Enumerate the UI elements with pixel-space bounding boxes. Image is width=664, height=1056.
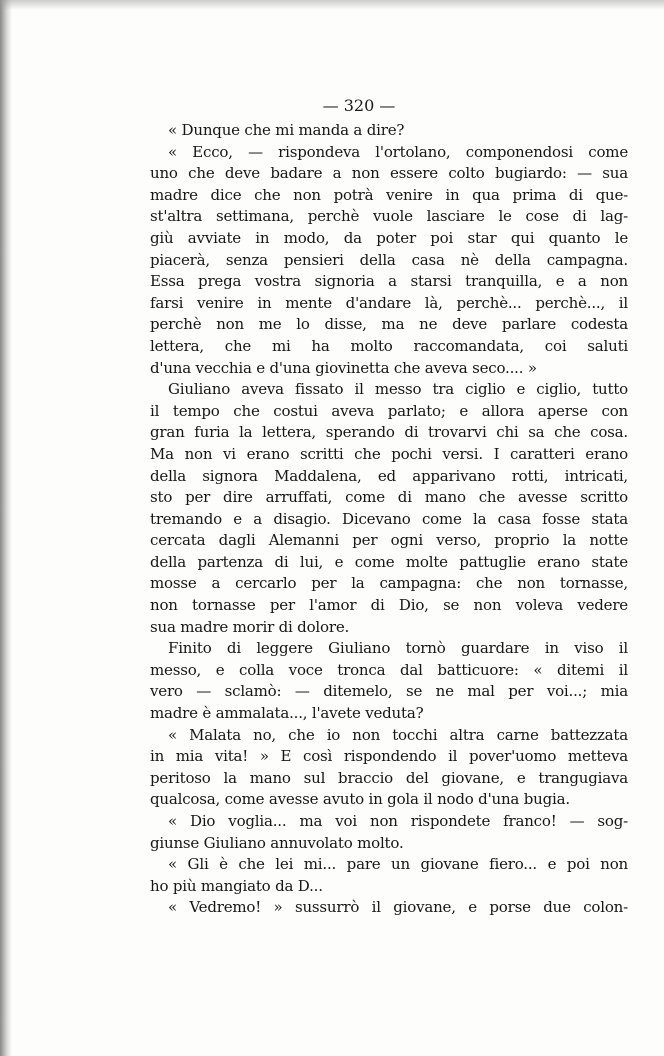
text-line: d'una vecchia e d'una giovinetta che aveva seco.... » <box>150 358 537 377</box>
text-line: giunse Giuliano annuvolato molto. <box>150 833 404 852</box>
text-line: della partenza di lui, e come molte pattuglie erano state <box>150 552 628 571</box>
text-line: madre è ammalata..., l'avete veduta? <box>150 704 424 723</box>
text-line: « Ecco, — rispondeva l'ortolano, componendosi come <box>168 142 628 161</box>
text-line: vero — sclamò: — ditemelo, se ne mal per voi...; mia <box>150 682 628 701</box>
text-line: « Vedremo! » sussurrò il giovane, e porse due colon- <box>168 898 628 917</box>
text-line: sua madre morir di dolore. <box>150 617 350 636</box>
text-line: piacerà, senza pensieri della casa nè della campagna. <box>150 250 628 269</box>
text-line: non tornasse per l'amor di Dio, se non voleva vedere <box>150 596 628 615</box>
text-line: madre dice che non potrà venire in qua prima di que- <box>150 185 628 204</box>
text-line: « Dio voglia... ma voi non rispondete franco! — sog- <box>168 812 628 830</box>
text-line: in mia vita! » E così rispondendo il pover'uomo metteva <box>150 747 628 766</box>
text-line: cercata dagli Alemanni per ogni verso, proprio la notte <box>150 531 628 550</box>
text-line: « Gli è che lei mi... pare un giovane fiero... e poi non <box>168 855 628 874</box>
text-line: qualcosa, come avesse avuto in gola il nodo d'una bugia. <box>150 790 570 809</box>
text-line: il tempo che costui aveva parlato; e allora aperse con <box>150 401 628 420</box>
text-line: della signora Maddalena, ed apparivano rotti, intricati, <box>150 466 628 485</box>
text-line: gran furia la lettera, sperando di trovarvi chi sa che cosa. <box>150 423 628 442</box>
scan-shadow-left <box>0 0 12 1056</box>
text-line: perchè non me lo disse, ma ne deve parlare codesta <box>150 315 628 334</box>
text-line: sto per dire arruffati, come di mano che avesse scritto <box>150 488 628 507</box>
text-line: peritoso la mano sul braccio del giovane, e trangugiava <box>150 768 628 787</box>
text-line: lettera, che mi ha molto raccomandata, coi saluti <box>150 336 628 355</box>
text-line: Giuliano aveva fissato il messo tra ciglio e ciglio, tutto <box>168 380 628 399</box>
text-line: Ma non vi erano scritti che pochi versi. I caratteri erano <box>150 444 628 463</box>
text-line: farsi venire in mente d'andare là, perchè... perchè..., il <box>150 293 628 312</box>
page-number: — 320 — <box>322 96 396 115</box>
body-text <box>150 120 628 919</box>
text-line: mosse a cercarlo per la campagna: che non tornasse, <box>150 574 628 593</box>
text-line: Essa prega vostra signoria a starsi tranquilla, e a non <box>150 272 628 291</box>
text-line: « Malata no, che io non tocchi altra carne battezzata <box>168 725 628 744</box>
text-line: tremando e a disagio. Dicevano come la casa fosse stata <box>150 509 628 528</box>
text-line: « Dunque che mi manda a dire? <box>168 121 405 139</box>
text-line: uno che deve badare a non essere colto bugiardo: — sua <box>150 164 628 183</box>
text-line: giù avviate in modo, da poter poi star qui quanto le <box>150 228 628 247</box>
text-line: Finito di leggere Giuliano tornò guardare in viso il <box>168 639 628 658</box>
text-line: ho più mangiato da D... <box>150 876 323 895</box>
text-line: st'altra settimana, perchè vuole lasciare le cose di lag- <box>150 207 628 226</box>
text-line: messo, e colla voce tronca dal batticuore: « ditemi il <box>150 660 628 679</box>
scan-shadow-top <box>0 0 664 10</box>
